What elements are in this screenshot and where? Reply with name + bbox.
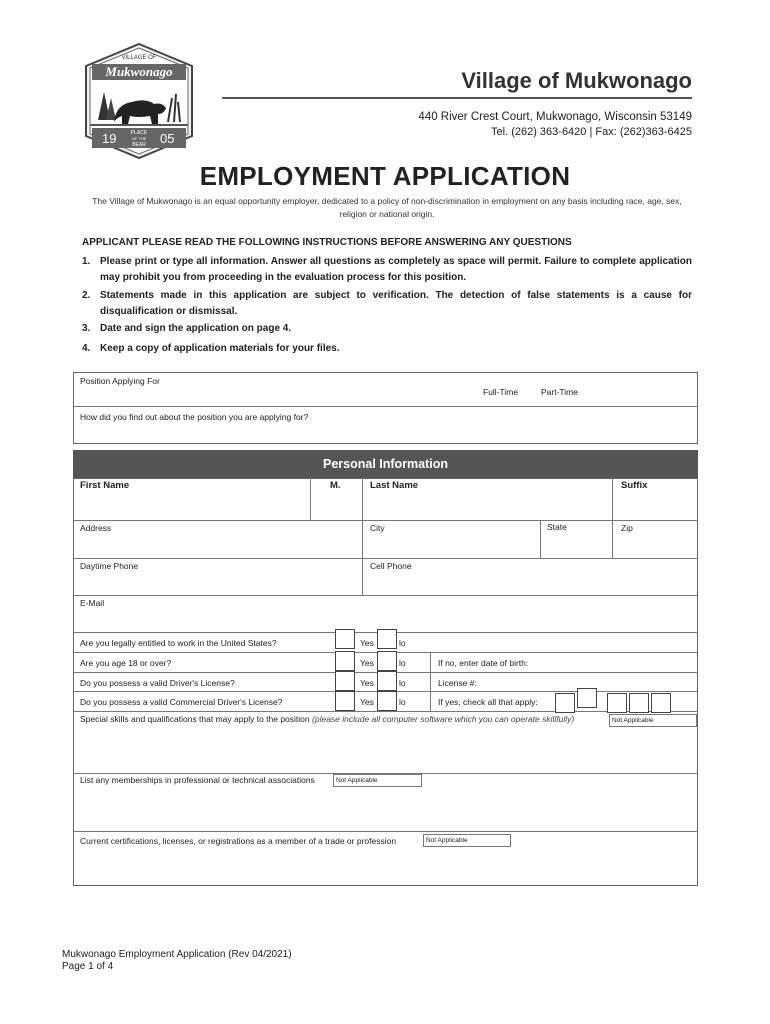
skills-input[interactable]: Not Applicable [609,714,697,727]
header-divider [222,97,692,99]
village-phone: Tel. (262) 363-6420 | Fax: (262)363-6425 [491,126,692,138]
instruction-item [82,321,692,337]
cdl-class-checkbox[interactable] [555,693,575,713]
logo-year-right: 05 [160,131,175,146]
daytime-phone-label: Daytime Phone [80,561,139,571]
question-cdl: Do you possess a valid Commercial Driver's License? [80,697,283,707]
instruction-text: Keep a copy of application materials for your files. [100,343,340,354]
skills-hint: (please include all computer software which you can operate skillfully) [312,714,575,724]
logo-text-2: OF THE [131,136,147,141]
address-label: Address [80,523,112,533]
part-time-option[interactable]: Part-Time [541,387,578,397]
cdl-class-checkbox[interactable] [629,693,649,713]
position-source-input[interactable] [80,424,690,442]
village-title: Village of Mukwonago [461,68,692,93]
no-checkbox[interactable] [377,671,397,691]
dob-label: If no, enter date of birth: [438,658,529,668]
no-checkbox[interactable] [377,629,397,649]
footer-revision: Mukwonago Employment Application (Rev 04/2021) [62,949,292,960]
memberships-input[interactable]: Not Applicable [333,774,422,787]
instruction-number: 3. [82,323,91,334]
position-label: Position Applying For [80,376,160,386]
instruction-item [82,341,692,357]
divider [73,711,698,712]
logo-top-text: VILLAGE OF [121,55,157,61]
footer-page-number: Page 1 of 4 [62,961,114,972]
full-time-option[interactable]: Full-Time [483,387,519,397]
certifications-label: Current certifications, licenses, or registrations as a member of a trade or profession [80,836,397,846]
divider [73,406,698,407]
instruction-number: 2. [82,290,91,301]
no-checkbox[interactable] [377,651,397,671]
divider [310,478,311,520]
divider [612,520,613,558]
license-number-label: License #: [438,678,477,688]
cdl-class-checkbox[interactable] [651,693,671,713]
yes-checkbox[interactable] [335,651,355,671]
yes-label: Yes [360,658,374,668]
divider [73,595,698,596]
instruction-text: Statements made in this application are subject to verification. The detection of false statements is a cause for disqualification or dismissal. [100,290,692,317]
divider [612,478,613,520]
instruction-number: 1. [82,256,91,267]
instruction-item [82,288,692,320]
suffix-label: Suffix [621,480,648,491]
state-label: State [547,522,567,532]
zip-label: Zip [621,523,633,533]
divider [362,478,363,520]
last-name-label: Last Name [370,480,419,491]
certifications-input[interactable]: Not Applicable [423,834,511,847]
no-checkbox[interactable] [377,691,397,711]
divider [362,558,363,595]
logo-text-1: PLACE [130,130,148,136]
village-address: 440 River Crest Court, Mukwonago, Wisconsin 53149 [418,111,692,123]
instruction-item [82,254,692,286]
yes-label: Yes [360,638,374,648]
no-label: lo [399,678,406,688]
instruction-text: Date and sign the application on page 4. [100,323,292,334]
divider [540,520,541,558]
cdl-class-label: If yes, check all that apply: [438,697,538,707]
cell-phone-label: Cell Phone [370,561,412,571]
no-label: lo [399,658,406,668]
divider [73,831,698,832]
instruction-number: 4. [82,343,91,354]
city-label: City [370,523,385,533]
cdl-class-checkbox[interactable] [607,693,627,713]
form-title: EMPLOYMENT APPLICATION [199,161,571,191]
logo-text-3: BEAR [132,142,146,148]
no-label: lo [399,697,406,707]
divider [73,558,698,559]
first-name-label: First Name [80,480,130,491]
logo-name: Mukwonago [105,64,173,79]
eeo-statement: The Village of Mukwonago is an equal opportunity employer, dedicated to a policy of non-discrimination in employment on any basis including race, age, sex, religion or national origin. [92,196,682,219]
middle-initial-label: M. [330,480,341,491]
skills-label-row [80,714,620,724]
email-label: E-Mail [80,598,105,608]
yes-label: Yes [360,678,374,688]
instruction-text: Please print or type all information. Answer all questions as completely as space will permit. Failure to complete application may prohibit you from proceeding in the evaluation process for this position. [100,256,692,283]
divider [73,520,698,521]
divider [362,520,363,558]
personal-info-heading: Personal Information [73,450,698,478]
skills-label: Special skills and qualifications that may apply to the position [80,714,310,724]
question-work-eligibility: Are you legally entitled to work in the United States? [80,638,277,648]
logo-year-left: 19 [102,131,117,146]
yes-checkbox[interactable] [335,629,355,649]
question-drivers-license: Do you possess a valid Driver's License? [80,678,235,688]
instructions-heading: APPLICANT PLEASE READ THE FOLLOWING INSTRUCTIONS BEFORE ANSWERING ANY QUESTIONS [82,237,572,248]
position-input[interactable] [80,386,460,404]
divider [430,652,431,711]
question-age: Are you age 18 or over? [80,658,172,668]
memberships-label: List any memberships in professional or technical associations [80,775,315,785]
yes-checkbox[interactable] [335,691,355,711]
village-logo [80,42,198,160]
yes-checkbox[interactable] [335,671,355,691]
position-source-label: How did you find out about the position you are applying for? [80,412,309,422]
no-label: lo [399,638,406,648]
cdl-class-checkbox[interactable] [577,688,597,708]
yes-label: Yes [360,697,374,707]
